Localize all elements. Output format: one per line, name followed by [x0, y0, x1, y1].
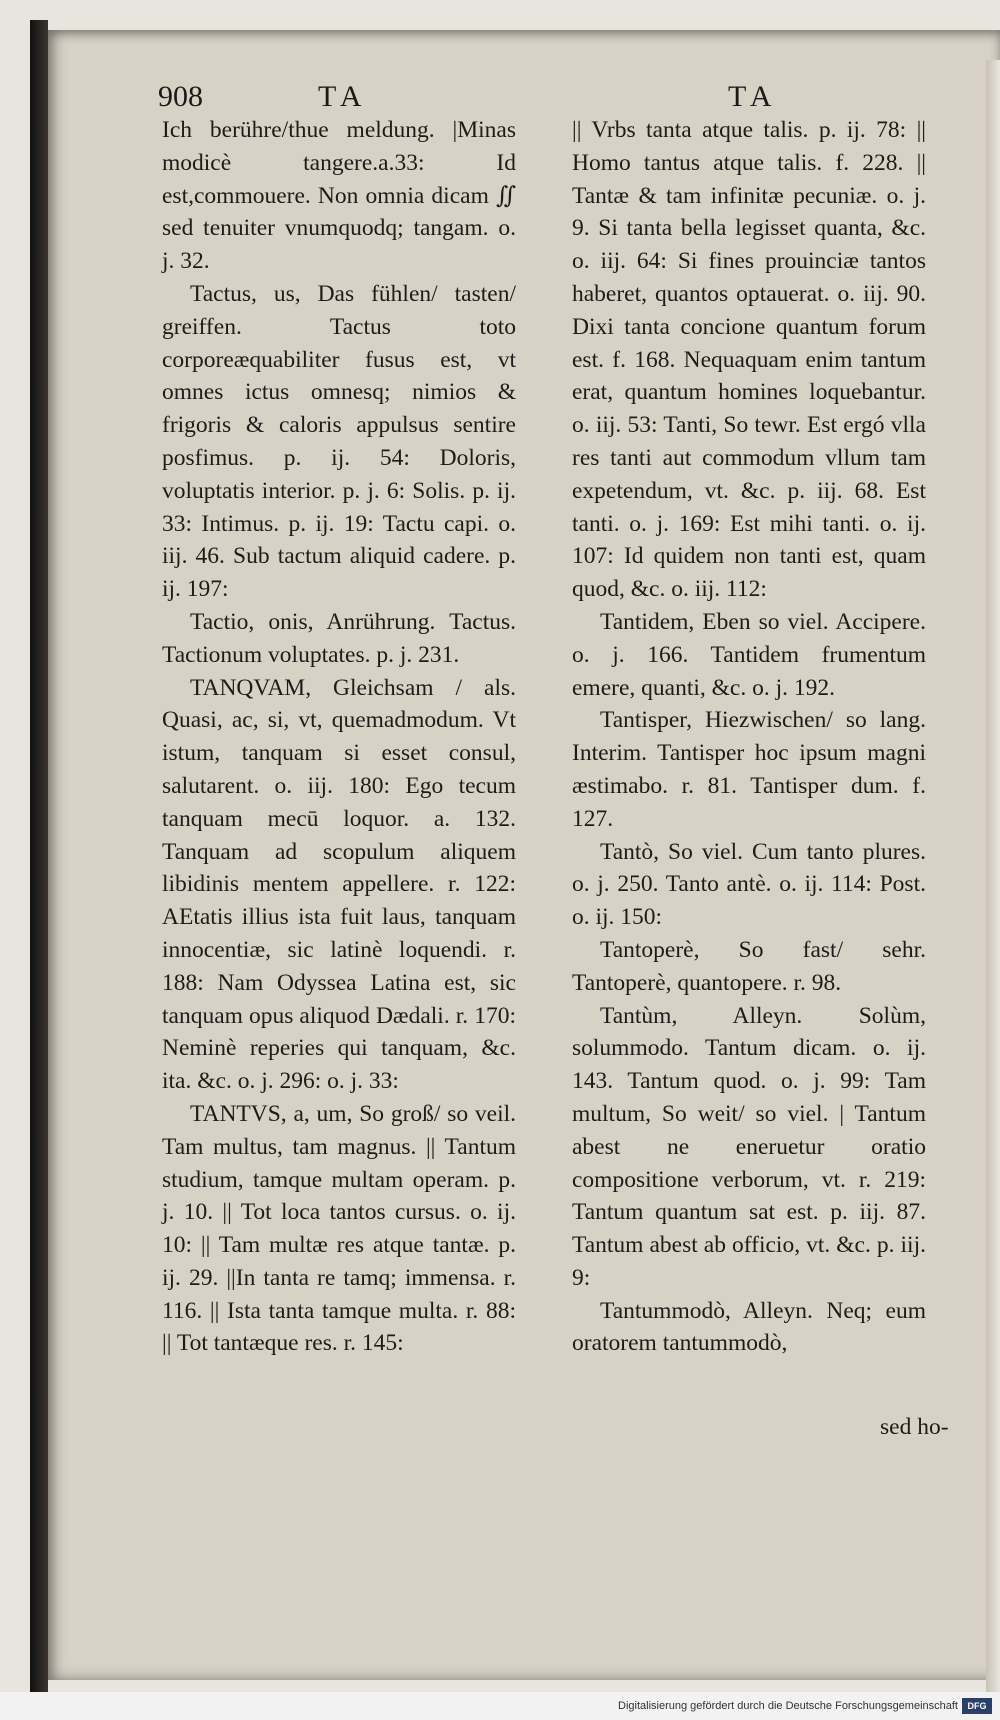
entry-tantum: Tantùm, Alleyn. Solùm, solummodo. Tantum dicam. o. ij. 143. Tantum quod. o. j. 99: Tam multum, So weit/ so viel. | Tantum abest ne eneruetur oratio compositione verborum, vt. r. 219: Tantum quantum sat est. p. iij. 87. Tantum abest ab officio, vt. &c. p. iij. 9: — [572, 1002, 926, 1291]
footer-text: Digitalisierung gefördert durch die Deutsche Forschungsgemeinschaft — [618, 1700, 958, 1712]
entry-tantummodo: Tantummodò, Alleyn. Neq; eum oratorem tantummodò, — [572, 1297, 926, 1357]
entry-tanquam: TANQVAM, Gleichsam / als. Quasi, ac, si, vt, quemadmodum. Vt istum, tanquam si esset consul, salutarent. o. iij. 180: Ego tecum tanquam mecū loquor. a. 132. Tanquam ad scopulum aliquem libidinis mentem appellere. r. 122: AEtatis illius ista fuit laus, tanquam innocentiæ, sic latinè loquendi. r. 188: Nam Odyssea Latina est, sic tanquam opus aliquod Dædali. r. 170: Neminè reperies qui tanquam, &c. ita. &c. o. j. 296: o. j. 33: — [162, 674, 516, 1095]
entry-tanto: Tantò, So viel. Cum tanto plures. o. j. 250. Tanto antè. o. ij. 114: Post. o. ij. 150: — [572, 838, 926, 931]
dfg-logo-icon: DFG — [962, 1698, 992, 1714]
left-column — [162, 114, 516, 1360]
right-column — [572, 114, 926, 1360]
head-right: TA — [728, 80, 778, 113]
entry-tantus: TANTVS, a, um, So groß/ so veil. Tam multus, tam magnus. || Tantum studium, tamque multam operam. p. j. 10. || Tot loca tantos cursus. o. ij. 10: || Tam multæ res atque tantæ. p. ij. 29. ||In tanta re tamq; immensa. r. 116. || Ista tanta tamque multa. r. 88: || Tot tantæque res. r. 145: — [162, 1100, 516, 1357]
entry-tantidem: Tantidem, Eben so viel. Accipere. o. j. 166. Tantidem frumentum emere, quanti, &c. o. j. 192. — [572, 608, 926, 701]
catchword: sed ho- — [880, 1414, 949, 1440]
entry-tantus-continued: || Vrbs tanta atque talis. p. ij. 78: || Homo tantus atque talis. f. 228. || Tantæ & tam infinitæ pecuniæ. o. j. 9. Si tanta bella legisset quanta, &c. o. iij. 64: Si fines prouinciæ tantos haberet, quantos optauerat. o. iij. 90. Dixi tanta concione quantum forum est. f. 168. Nequaquam enim tantum erat, quantum homines loquebantur. o. iij. 53: Tanti, So tewr. Est ergó vlla res tanti aut commodum vllum tam expetendum, vt. &c. p. iij. 68. Est tanti. o. j. 169: Est mihi tanti. o. ij. 107: Id quidem non tanti est, quam quod, &c. o. iij. 112: — [572, 117, 926, 603]
head-left: TA — [318, 80, 368, 113]
page-number: 908 — [158, 80, 203, 113]
book-spine — [30, 20, 48, 1700]
entry-tactus: Tactus, us, Das fühlen/ tasten/ greiffen. Tactus toto corporeæquabiliter fusus est, vt omnes ictus omnesq; nimios & frigoris & caloris appulsus sentire posfimus. p. ij. 54: Doloris, voluptatis interior. p. j. 6: Solis. p. ij. 33: Intimus. p. ij. 19: Tactu capi. o. iij. 46. Sub tactum aliquid cadere. p. ij. 197: — [162, 280, 516, 603]
entry-tactio: Tactio, onis, Anrührung. Tactus. Tactionum voluptates. p. j. 231. — [162, 608, 516, 668]
entry-tantopere: Tantoperè, So fast/ sehr. Tantoperè, quantopere. r. 98. — [572, 936, 926, 996]
entry-tango-continued: Ich berühre/thue meldung. |Minas modicè tangere.a.33: Id est,commouere. Non omnia dicam ∬ sed tenuiter vnumquodq; tangam. o. j. 32. — [162, 117, 516, 275]
digitization-footer — [0, 1692, 1000, 1720]
page-edge — [986, 60, 1000, 1710]
entry-tantisper: Tantisper, Hiezwischen/ so lang. Interim. Tantisper hoc ipsum magni æstimabo. r. 81. Tantisper dum. f. 127. — [572, 707, 926, 832]
